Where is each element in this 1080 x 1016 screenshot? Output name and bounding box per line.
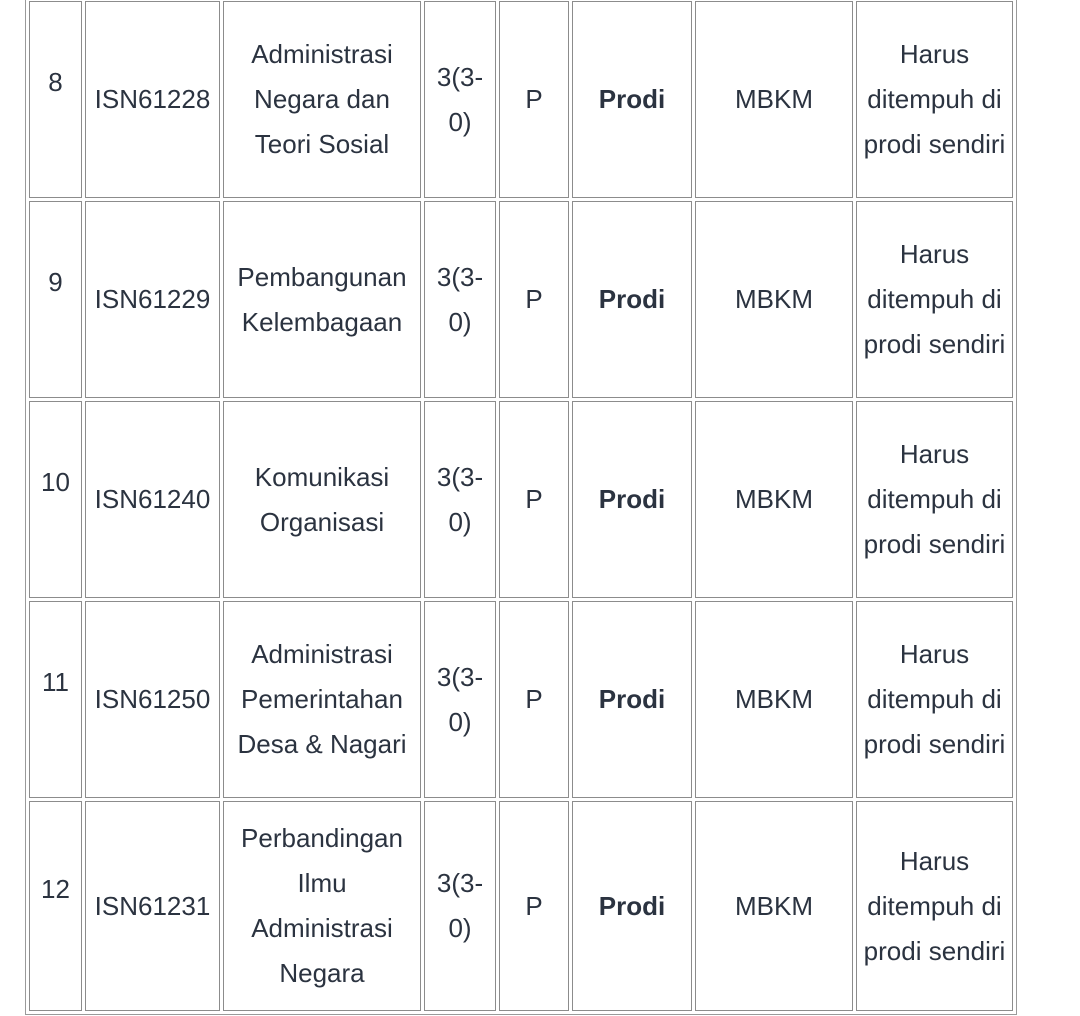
organizer-cell: Prodi [572, 201, 692, 398]
row-number: 10 [41, 467, 70, 497]
credits-cell [424, 401, 496, 598]
course-table [25, 0, 1017, 1015]
row-number-cell [29, 201, 82, 398]
scheme-cell: MBKM [695, 201, 853, 398]
credits-value: 3(3-0) [436, 868, 484, 943]
table-row [29, 201, 1013, 398]
row-number-cell [29, 601, 82, 798]
credits-value: 3(3-0) [436, 61, 484, 137]
course-name-cell: Administrasi Negara dan Teori Sosial [223, 1, 421, 198]
course-name-cell: Pembangunan Kelembagaan [223, 201, 421, 398]
note-cell: Harus ditempuh di prodi sendiri [856, 401, 1013, 598]
credits-value: 3(3-0) [436, 661, 484, 737]
course-name-cell: Administrasi Pemerintahan Desa & Nagari [223, 601, 421, 798]
row-number: 9 [48, 267, 63, 297]
row-number-cell [29, 1, 82, 198]
row-number-cell [29, 801, 82, 1011]
organizer-cell: Prodi [572, 401, 692, 598]
table-row [29, 801, 1013, 1011]
note-cell: Harus ditempuh di prodi sendiri [856, 1, 1013, 198]
credits-value: 3(3-0) [436, 461, 484, 537]
course-code-cell: ISN61229 [85, 201, 220, 398]
note-cell: Harus ditempuh di prodi sendiri [856, 801, 1013, 1011]
scheme-cell: MBKM [695, 801, 853, 1011]
table-row [29, 401, 1013, 598]
course-code-cell: ISN61240 [85, 401, 220, 598]
scheme-cell: MBKM [695, 1, 853, 198]
row-number: 8 [48, 67, 63, 97]
row-number: 11 [42, 667, 69, 697]
course-type-cell: P [499, 201, 569, 398]
row-number-cell [29, 401, 82, 598]
course-name-cell: Komunikasi Organisasi [223, 401, 421, 598]
credits-value: 3(3-0) [436, 261, 484, 337]
note-cell: Harus ditempuh di prodi sendiri [856, 201, 1013, 398]
credits-cell [424, 801, 496, 1011]
course-type-cell: P [499, 801, 569, 1011]
note-cell: Harus ditempuh di prodi sendiri [856, 601, 1013, 798]
table-row [29, 601, 1013, 798]
scheme-cell: MBKM [695, 601, 853, 798]
scheme-cell: MBKM [695, 401, 853, 598]
table-row [29, 1, 1013, 198]
credits-cell [424, 601, 496, 798]
course-type-cell: P [499, 1, 569, 198]
row-number: 12 [41, 873, 70, 904]
course-name-cell: Perbandingan Ilmu Administrasi Negara [223, 801, 421, 1011]
organizer-cell: Prodi [572, 601, 692, 798]
credits-cell [424, 1, 496, 198]
organizer-cell: Prodi [572, 801, 692, 1011]
credits-cell [424, 201, 496, 398]
course-code-cell: ISN61250 [85, 601, 220, 798]
course-table-body [29, 1, 1013, 1011]
course-code-cell: ISN61228 [85, 1, 220, 198]
course-type-cell: P [499, 601, 569, 798]
course-type-cell: P [499, 401, 569, 598]
organizer-cell: Prodi [572, 1, 692, 198]
course-code-cell: ISN61231 [85, 801, 220, 1011]
course-table-container [25, 0, 1017, 1015]
